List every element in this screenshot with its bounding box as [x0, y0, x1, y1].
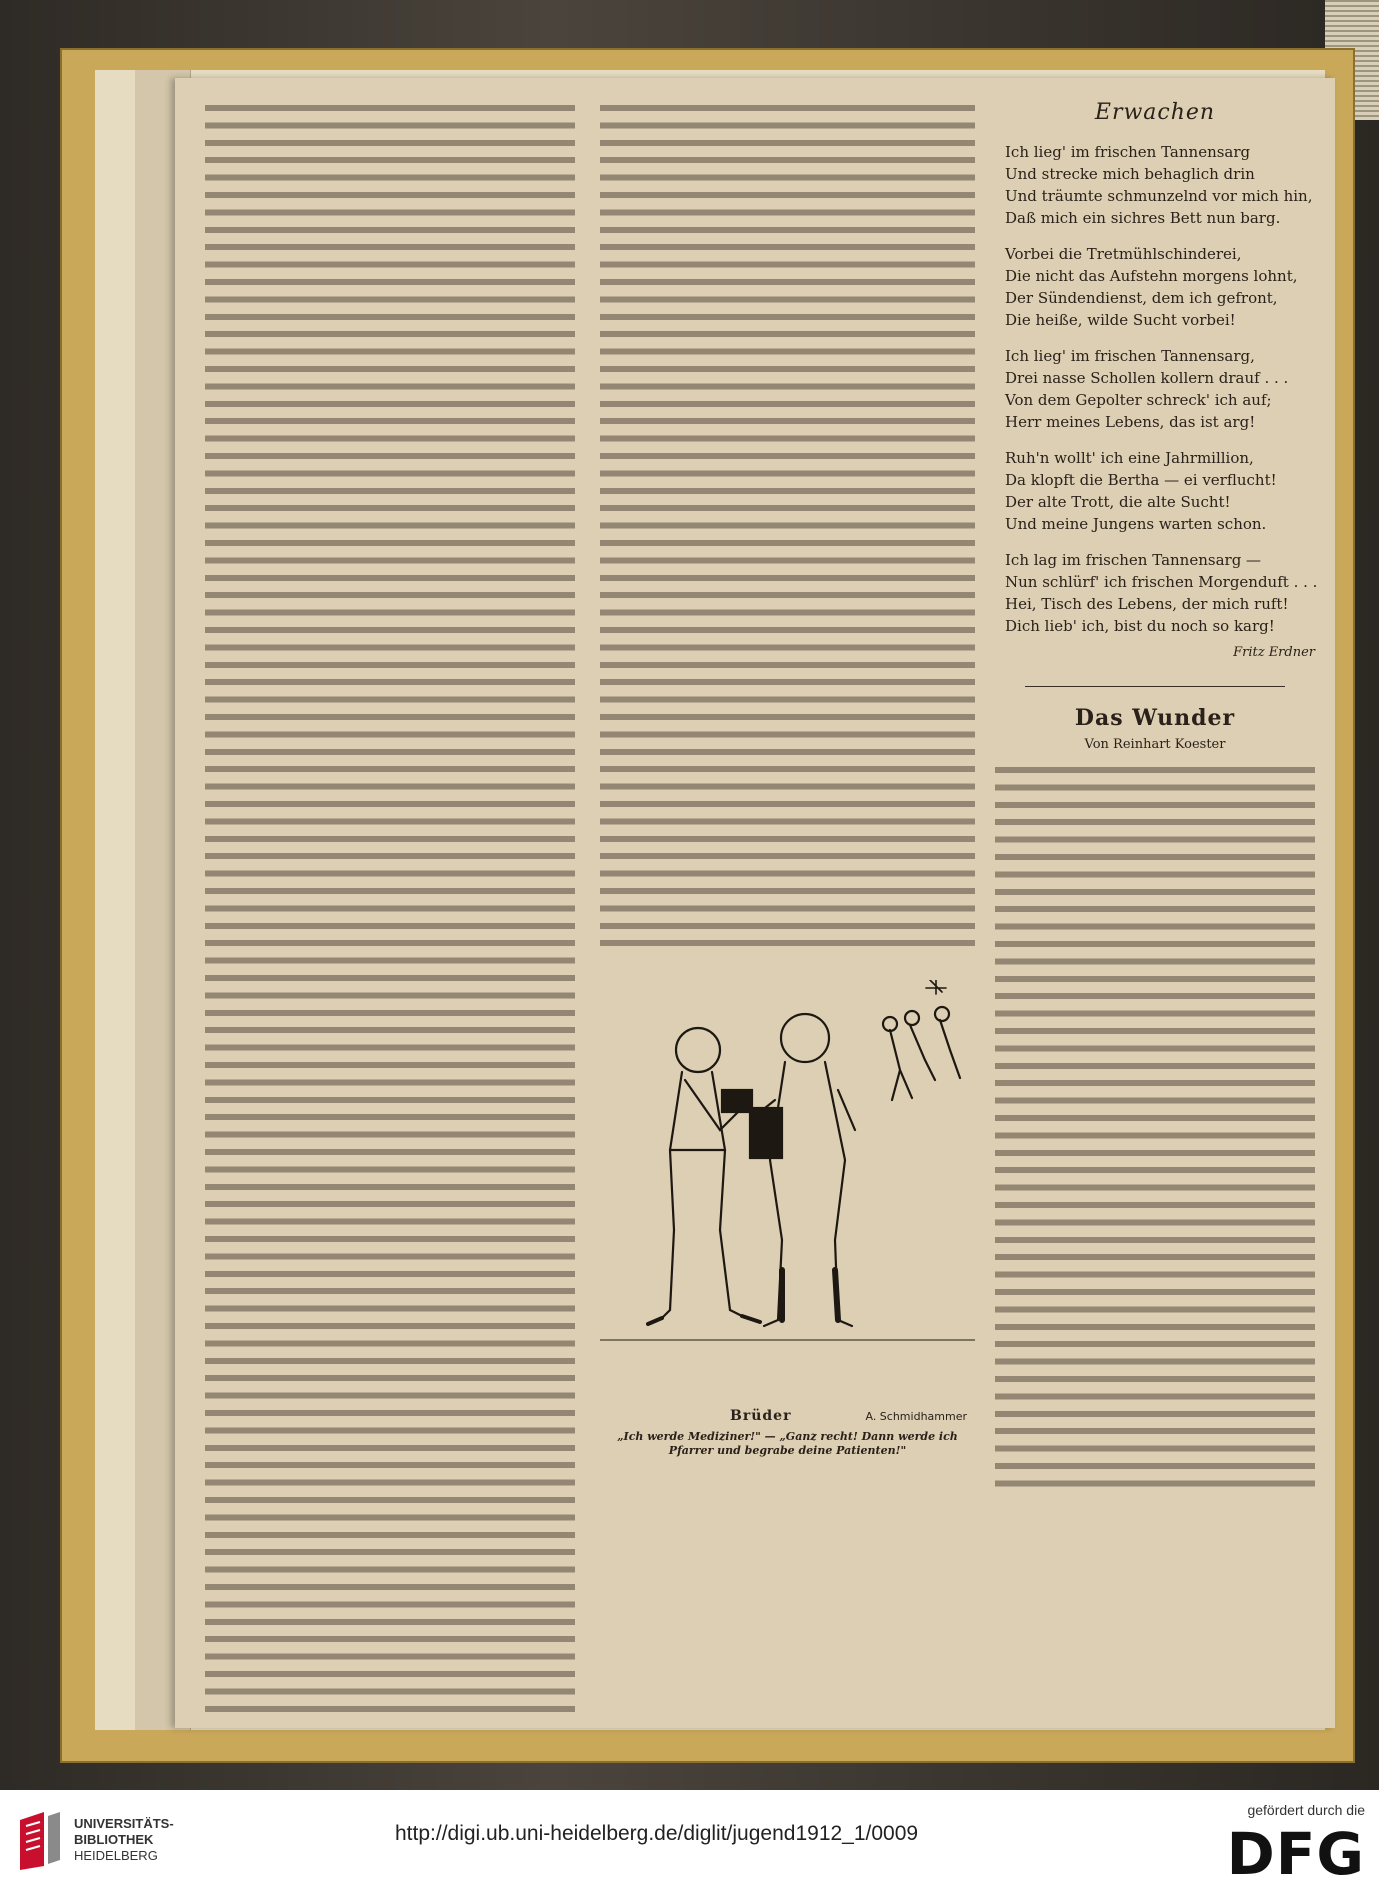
poem-verse: Und träumte schmunzelnd vor mich hin, — [1005, 187, 1313, 205]
viewer-footer — [0, 1790, 1379, 1896]
university-library-name — [74, 1816, 194, 1864]
poem-author: Fritz Erdner — [1233, 645, 1315, 660]
story-title: Das Wunder — [1074, 705, 1236, 731]
cartoon-drawing — [600, 980, 975, 1400]
poem-verse: Die nicht das Aufstehn morgens lohnt, — [1005, 267, 1298, 285]
middle-column — [600, 100, 975, 1457]
poem-title: Erwachen — [1094, 100, 1216, 125]
poem-verse: Dich lieb' ich, bist du noch so karg! — [1005, 617, 1275, 635]
poem-verse: Drei nasse Schollen kollern drauf . . . — [1005, 369, 1289, 387]
poem-verse: Ich lieg' im frischen Tannensarg — [1005, 143, 1251, 161]
poem-verse: Von dem Gepolter schreck' ich auf; — [1005, 391, 1272, 409]
poem-verse: Herr meines Lebens, das ist arg! — [1005, 413, 1256, 431]
article-continuation-text-2 — [600, 100, 975, 955]
poem-verse: Daß mich ein sichres Bett nun barg. — [1005, 209, 1281, 227]
article-continuation-text — [205, 100, 575, 1720]
logo-line-2: BIBLIOTHEK — [74, 1832, 154, 1847]
logo-line-3: HEIDELBERG — [74, 1848, 158, 1863]
logo-line-1: UNIVERSITÄTS- — [74, 1816, 174, 1831]
left-column — [205, 100, 575, 1720]
illustration-caption — [600, 1408, 975, 1428]
university-library-logo-icon — [14, 1810, 66, 1872]
poem-stanza — [1005, 447, 1315, 535]
poem-body — [995, 141, 1318, 637]
poem-stanza — [1005, 345, 1315, 433]
poem-verse: Da klopft die Bertha — ei verflucht! — [1005, 471, 1277, 489]
right-column — [995, 100, 1318, 1487]
permalink-url[interactable]: http://digi.ub.uni-heidelberg.de/diglit/jugend1912_1/0009 — [395, 1822, 919, 1845]
poem-verse: Die heiße, wilde Sucht vorbei! — [1005, 311, 1236, 329]
poem-verse: Vorbei die Tretmühlschinderei, — [1005, 245, 1242, 263]
poem-stanza — [1005, 549, 1318, 637]
poem-stanza — [1005, 243, 1315, 331]
illustration-artist: A. Schmidhammer — [865, 1410, 967, 1423]
illustration-brueder — [600, 980, 975, 1400]
illustration-title: Brüder — [730, 1408, 792, 1424]
poem-verse: Und strecke mich behaglich drin — [1005, 165, 1255, 183]
story-text — [995, 762, 1315, 1487]
poem-verse: Ruh'n wollt' ich eine Jahrmillion, — [1005, 449, 1254, 467]
poem-verse: Nun schlürf' ich frischen Morgenduft . . . — [1005, 573, 1318, 591]
story-author: Von Reinhart Koester — [1084, 737, 1226, 752]
newspaper-page — [175, 78, 1335, 1728]
poem-verse: Und meine Jungens warten schon. — [1005, 515, 1267, 533]
illustration-quote: „Ich werde Mediziner!" — „Ganz recht! Dann werde ich Pfarrer und begrabe deine Patienten!" — [617, 1430, 958, 1457]
funded-by-label: gefördert durch die — [1247, 1802, 1365, 1818]
poem-verse: Der Sündendienst, dem ich gefront, — [1005, 289, 1278, 307]
section-rule — [1025, 686, 1285, 687]
poem-verse: Der alte Trott, die alte Sucht! — [1005, 493, 1231, 511]
poem-verse: Hei, Tisch des Lebens, der mich ruft! — [1005, 595, 1289, 613]
poem-verse: Ich lag im frischen Tannensarg — — [1005, 551, 1262, 569]
poem-verse: Ich lieg' im frischen Tannensarg, — [1005, 347, 1255, 365]
dfg-logo: DFG — [1226, 1820, 1365, 1888]
poem-stanza — [1005, 141, 1315, 229]
